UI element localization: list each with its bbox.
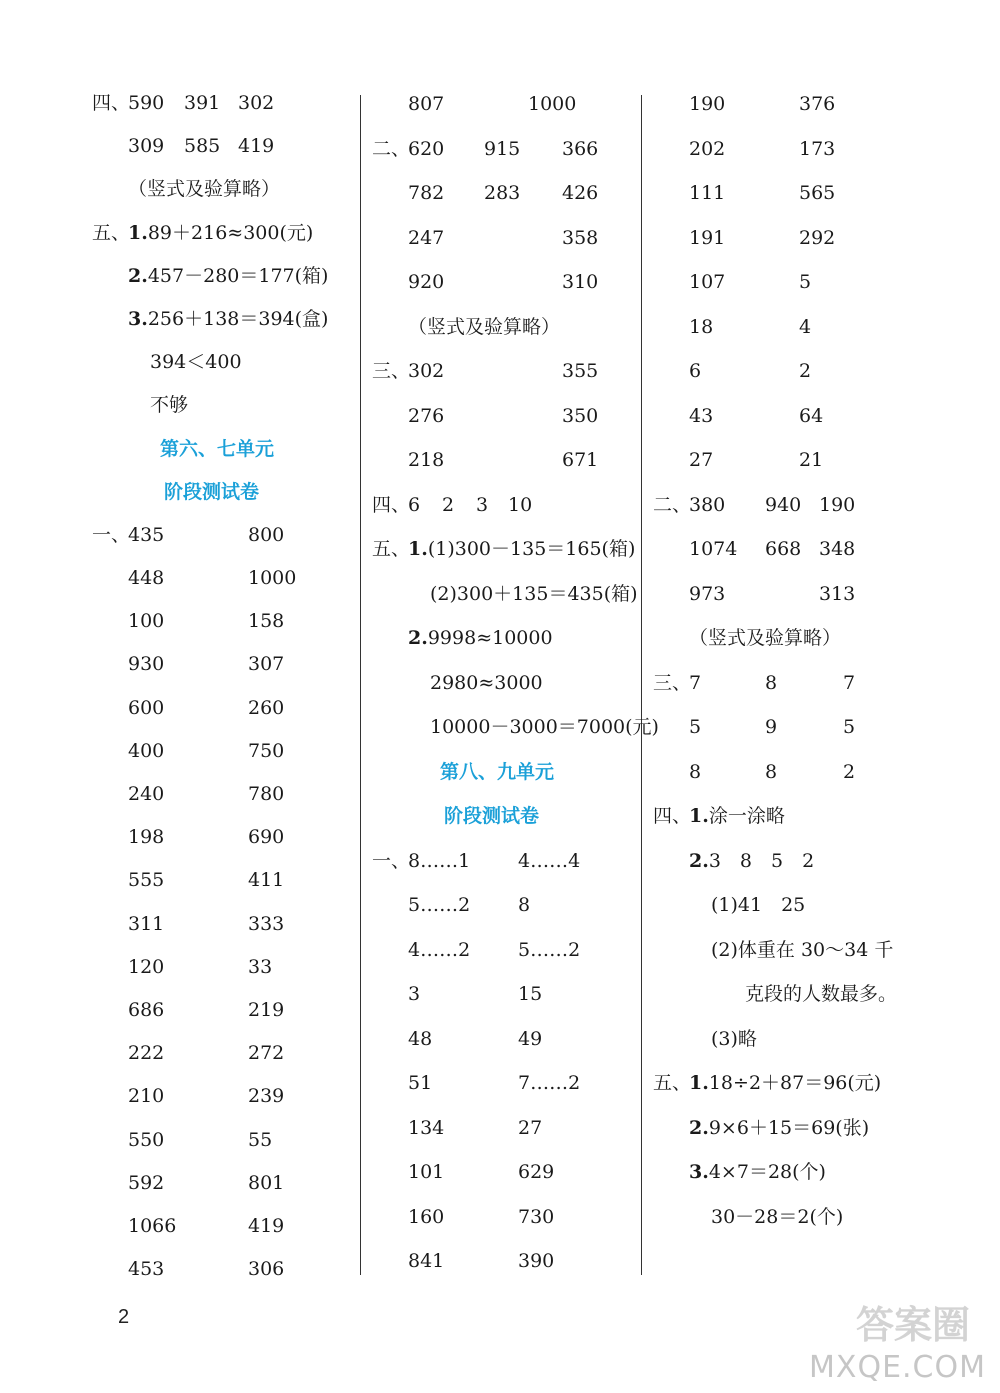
answer-value: 7 — [843, 671, 856, 694]
answer-line — [92, 989, 354, 1032]
answer-line — [372, 883, 634, 928]
item-number: 3. — [128, 307, 148, 330]
answer-expression: 457－280＝177(箱) — [147, 264, 329, 287]
answer-expression: 30－28＝2(个) — [711, 1205, 844, 1228]
answer-line — [372, 1106, 634, 1151]
answer-value: 4 — [799, 315, 812, 338]
section-number: 二、 — [372, 137, 411, 160]
answer-line — [372, 972, 634, 1017]
answer-value: 348 — [819, 538, 856, 560]
section-number: 一、 — [92, 523, 131, 546]
answer-value: 366 — [562, 137, 599, 160]
answer-line — [653, 839, 953, 884]
answer-line — [372, 794, 634, 839]
answer-line — [92, 212, 354, 255]
answer-line — [92, 1248, 354, 1291]
unit-heading: 第八、九单元 — [440, 760, 555, 783]
section-number: 四、 — [92, 92, 131, 114]
answer-line — [372, 349, 634, 394]
answer-expression: 9998≈10000 — [427, 627, 553, 649]
answer-value: 190 — [689, 93, 726, 115]
section-number: 三、 — [372, 360, 411, 382]
answer-line — [92, 125, 354, 168]
answer-value: 801 — [248, 1171, 285, 1194]
answer-text — [711, 1017, 757, 1062]
section-number: 四、 — [653, 805, 692, 827]
answer-line — [653, 483, 953, 528]
answer-value: 376 — [799, 93, 836, 115]
answer-line — [653, 1150, 953, 1195]
answer-value: 4……2 — [408, 938, 471, 961]
answer-expression: 不够 — [150, 394, 189, 417]
answer-value: 411 — [248, 869, 285, 892]
answer-line — [653, 527, 953, 572]
answer-line — [653, 972, 953, 1017]
answer-value: 973 — [689, 582, 726, 605]
answer-value: 592 — [128, 1171, 165, 1194]
answer-line — [372, 616, 634, 661]
answer-line — [372, 1195, 634, 1240]
answer-line — [653, 883, 953, 928]
answer-line — [653, 171, 953, 216]
answer-value: 120 — [128, 955, 165, 978]
answer-value: 198 — [128, 826, 165, 849]
answer-line — [92, 255, 354, 298]
answer-value: 64 — [799, 404, 824, 427]
answer-column-3 — [653, 82, 953, 1239]
answer-value: 191 — [689, 226, 726, 249]
answer-text — [150, 384, 188, 427]
answer-value: 2 — [843, 760, 856, 783]
answer-value: 453 — [128, 1258, 165, 1281]
answer-line — [372, 438, 634, 483]
answer-value: 313 — [819, 582, 856, 605]
answer-line — [92, 773, 354, 816]
answer-column-1 — [92, 82, 354, 1291]
answer-text — [689, 1061, 881, 1106]
answer-value: 5 — [689, 716, 702, 738]
answer-value: 390 — [518, 1250, 555, 1272]
answer-value: 33 — [248, 955, 273, 978]
answer-expression: 10000－3000＝7000(元) — [430, 716, 659, 738]
answer-line — [92, 1032, 354, 1075]
answer-value: 160 — [408, 1205, 445, 1228]
answer-value: 15 — [518, 983, 543, 1005]
answer-expression: 克段的人数最多。 — [745, 983, 898, 1005]
answer-value: 419 — [248, 1214, 285, 1237]
answer-value: 555 — [128, 869, 165, 892]
answer-line — [92, 730, 354, 773]
answer-value: 590 — [128, 92, 165, 114]
section-number: 二、 — [653, 493, 692, 516]
answer-value: 7 — [689, 671, 702, 694]
answer-value: 43 — [689, 404, 714, 427]
answer-line — [653, 305, 953, 350]
answer-value: 400 — [128, 739, 165, 762]
column-divider-1 — [360, 95, 361, 1275]
answer-text — [430, 661, 543, 706]
answer-value: 101 — [408, 1161, 445, 1183]
answer-value: 8 — [689, 760, 702, 783]
answer-line — [653, 127, 953, 172]
answer-line — [92, 643, 354, 686]
answer-text — [689, 616, 841, 661]
answer-value: 21 — [799, 449, 824, 471]
answer-value: 841 — [408, 1250, 445, 1272]
answer-value: 173 — [799, 137, 836, 160]
watermark-url: MXQE.COM — [809, 1350, 986, 1385]
answer-line — [653, 928, 953, 973]
answer-expression: （竖式及验算略） — [128, 178, 281, 201]
answer-line — [372, 305, 634, 350]
answer-value: 310 — [562, 271, 599, 293]
answer-value: 920 — [408, 271, 445, 293]
answer-expression: (1)41 25 — [711, 894, 806, 916]
answer-value: 8 — [765, 760, 778, 783]
answer-value: 107 — [689, 271, 726, 293]
answer-line — [372, 1150, 634, 1195]
section-number: 四、 — [372, 493, 411, 516]
answer-expression: 4×7＝28(个) — [708, 1161, 826, 1183]
answer-value: 3 — [476, 493, 489, 516]
answer-line — [372, 661, 634, 706]
answer-value: 18 — [689, 315, 714, 338]
answer-value: 306 — [248, 1258, 285, 1281]
answer-line — [92, 341, 354, 384]
answer-value: 311 — [128, 912, 165, 935]
item-number: 1. — [689, 805, 709, 827]
answer-line — [92, 384, 354, 427]
answer-value: 671 — [562, 449, 599, 471]
answer-expression: 涂一涂略 — [708, 805, 785, 827]
answer-value: 380 — [689, 493, 726, 516]
answer-value: 750 — [248, 739, 285, 762]
answer-line — [92, 298, 354, 341]
answer-value: 219 — [248, 998, 285, 1021]
answer-value: 435 — [128, 523, 165, 546]
answer-line — [92, 687, 354, 730]
answer-line — [372, 82, 634, 127]
answer-line — [372, 1017, 634, 1062]
answer-text — [408, 527, 635, 572]
section-number: 一、 — [372, 849, 411, 872]
answer-value: 780 — [248, 783, 285, 805]
answer-value: 307 — [248, 653, 285, 676]
item-number: 1. — [689, 1072, 709, 1094]
section-number: 五、 — [653, 1072, 692, 1094]
answer-value: 260 — [248, 696, 285, 719]
answer-line — [372, 928, 634, 973]
answer-line — [92, 1119, 354, 1162]
answer-text — [408, 616, 553, 661]
answer-value: 55 — [248, 1128, 273, 1151]
answer-text — [689, 794, 785, 839]
answer-value: 222 — [128, 1042, 165, 1065]
answer-line — [372, 527, 634, 572]
answer-text — [689, 1150, 826, 1195]
answer-value: 8 — [518, 894, 531, 916]
answer-expression: 89＋216≈300(元) — [147, 221, 314, 244]
answer-value: 302 — [238, 92, 275, 114]
answer-line — [653, 705, 953, 750]
section-number: 三、 — [653, 671, 692, 694]
answer-expression: 2980≈3000 — [430, 671, 543, 694]
answer-value: 448 — [128, 567, 165, 590]
answer-value: 6 — [689, 360, 702, 382]
answer-line — [653, 794, 953, 839]
answer-value: 7……2 — [518, 1072, 581, 1094]
unit-heading: 阶段测试卷 — [164, 480, 260, 503]
answer-value: 668 — [765, 538, 802, 560]
answer-line — [372, 171, 634, 216]
answer-value: 283 — [484, 182, 521, 204]
answer-text — [745, 972, 897, 1017]
answer-line — [653, 394, 953, 439]
answer-value: 629 — [518, 1161, 555, 1183]
answer-line — [372, 705, 659, 750]
answer-line — [92, 471, 354, 514]
answer-value: 272 — [248, 1042, 285, 1065]
answer-line — [92, 1205, 354, 1248]
answer-line — [372, 394, 634, 439]
answer-value: 391 — [184, 92, 221, 114]
item-number: 2. — [408, 627, 428, 649]
answer-value: 302 — [408, 360, 445, 382]
answer-line — [653, 750, 953, 795]
answer-text — [711, 883, 805, 928]
answer-text — [689, 1106, 869, 1151]
answer-line — [92, 168, 354, 211]
section-number: 五、 — [92, 221, 131, 244]
answer-line — [372, 1239, 634, 1284]
answer-line — [92, 1075, 354, 1118]
column-divider-2 — [641, 95, 642, 1275]
answer-value: 3 — [408, 983, 421, 1005]
answer-line — [653, 216, 953, 261]
answer-expression: 394＜400 — [150, 351, 242, 374]
answer-line — [372, 260, 634, 305]
answer-text — [711, 928, 893, 973]
answer-value: 690 — [248, 826, 285, 849]
answer-expression: (2)300＋135＝435(箱) — [430, 582, 638, 605]
answer-text — [408, 305, 560, 350]
answer-value: 1074 — [689, 538, 738, 560]
item-number: 2. — [128, 264, 148, 287]
answer-line — [372, 127, 634, 172]
answer-line — [653, 1017, 953, 1062]
item-number: 2. — [689, 1116, 709, 1139]
answer-value: 782 — [408, 182, 445, 204]
answer-line — [372, 572, 638, 617]
answer-expression: (2)体重在 30～34 千 — [711, 938, 894, 961]
answer-line — [653, 349, 953, 394]
answer-line — [92, 82, 354, 125]
answer-value: 202 — [689, 137, 726, 160]
answer-line — [653, 438, 953, 483]
answer-value: 5……2 — [518, 938, 581, 961]
answer-text — [430, 572, 638, 617]
answer-line — [92, 859, 354, 902]
answer-text — [150, 341, 242, 384]
answer-line — [653, 616, 953, 661]
answer-line — [653, 661, 953, 706]
answer-line — [653, 82, 953, 127]
answer-line — [92, 903, 354, 946]
answer-line — [92, 946, 354, 989]
answer-line — [372, 216, 634, 261]
answer-value: 2 — [799, 360, 812, 382]
unit-heading: 阶段测试卷 — [444, 805, 540, 827]
answer-value: 686 — [128, 998, 165, 1021]
answer-value: 27 — [518, 1116, 543, 1139]
item-number: 1. — [128, 221, 148, 244]
answer-value: 8……1 — [408, 849, 471, 872]
answer-value: 48 — [408, 1027, 433, 1050]
answer-value: 358 — [562, 226, 599, 249]
answer-value: 9 — [765, 716, 778, 738]
answer-expression: (1)300－135＝165(箱) — [427, 538, 636, 560]
answer-text — [430, 705, 659, 750]
answer-text — [128, 255, 328, 298]
answer-value: 6 — [408, 493, 421, 516]
answer-value: 350 — [562, 404, 599, 427]
answer-value: 915 — [484, 137, 521, 160]
answer-value: 940 — [765, 493, 802, 516]
answer-line — [372, 839, 634, 884]
section-number: 五、 — [372, 538, 411, 560]
answer-column-2 — [372, 82, 659, 1284]
answer-value: 1066 — [128, 1214, 177, 1237]
answer-value: 550 — [128, 1128, 165, 1151]
watermark-logo: 答案圈 — [855, 1303, 970, 1347]
answer-value: 276 — [408, 404, 445, 427]
answer-value: 620 — [408, 137, 445, 160]
answer-value: 27 — [689, 449, 714, 471]
answer-value: 239 — [248, 1085, 285, 1108]
answer-value: 800 — [248, 523, 285, 546]
answer-value: 565 — [799, 182, 836, 204]
answer-value: 333 — [248, 912, 285, 935]
answer-line — [653, 572, 953, 617]
answer-line — [372, 483, 634, 528]
answer-value: 2 — [442, 493, 455, 516]
answer-line — [92, 557, 354, 600]
answer-value: 600 — [128, 696, 165, 719]
answer-value: 1000 — [248, 567, 297, 590]
answer-line — [372, 750, 634, 795]
answer-value: 49 — [518, 1027, 543, 1050]
answer-line — [92, 428, 354, 471]
answer-value: 247 — [408, 226, 445, 249]
answer-value: 292 — [799, 226, 836, 249]
answer-value: 240 — [128, 783, 165, 805]
answer-value: 134 — [408, 1116, 445, 1139]
answer-value: 8 — [765, 671, 778, 694]
item-number: 1. — [408, 538, 428, 560]
unit-heading: 第六、七单元 — [160, 437, 275, 460]
answer-value: 100 — [128, 610, 165, 633]
answer-value: 355 — [562, 360, 599, 382]
answer-value: 10 — [508, 493, 533, 516]
answer-value: 426 — [562, 182, 599, 204]
answer-text — [711, 1195, 843, 1240]
answer-line — [92, 1162, 354, 1205]
answer-value: 158 — [248, 610, 285, 633]
answer-expression: （竖式及验算略） — [408, 315, 561, 338]
answer-value: 419 — [238, 135, 275, 158]
answer-value: 309 — [128, 135, 165, 158]
answer-line — [653, 260, 953, 305]
answer-value: 5 — [799, 271, 812, 293]
answer-expression: (3)略 — [711, 1027, 757, 1050]
answer-expression: 18÷2＋87＝96(元) — [708, 1072, 882, 1094]
answer-value: 51 — [408, 1072, 433, 1094]
answer-text — [128, 168, 280, 211]
answer-text — [128, 298, 328, 341]
answer-value: 807 — [408, 93, 445, 115]
item-number: 2. — [689, 849, 709, 872]
answer-expression: 9×6＋15＝69(张) — [708, 1116, 870, 1139]
answer-line — [653, 1195, 953, 1240]
answer-text — [128, 212, 313, 255]
answer-line — [92, 816, 354, 859]
answer-value: 111 — [689, 182, 726, 204]
answer-line — [92, 514, 354, 557]
page-number: 2 — [118, 1306, 130, 1328]
answer-line — [653, 1061, 953, 1106]
answer-value: 210 — [128, 1085, 165, 1108]
answer-line — [92, 600, 354, 643]
answer-expression: 256＋138＝394(盒) — [147, 307, 329, 330]
answer-expression: （竖式及验算略） — [689, 627, 842, 649]
answer-expression: 3 8 5 2 — [708, 849, 815, 872]
answer-line — [372, 1061, 634, 1106]
answer-value: 190 — [819, 493, 856, 516]
answer-value: 730 — [518, 1205, 555, 1228]
answer-text — [689, 839, 814, 884]
answer-value: 930 — [128, 653, 165, 676]
answer-value: 5……2 — [408, 894, 471, 916]
item-number: 3. — [689, 1161, 709, 1183]
answer-value: 218 — [408, 449, 445, 471]
answer-value: 5 — [843, 716, 856, 738]
answer-value: 1000 — [528, 93, 577, 115]
answer-value: 4……4 — [518, 849, 581, 872]
answer-line — [653, 1106, 953, 1151]
answer-value: 585 — [184, 135, 221, 158]
